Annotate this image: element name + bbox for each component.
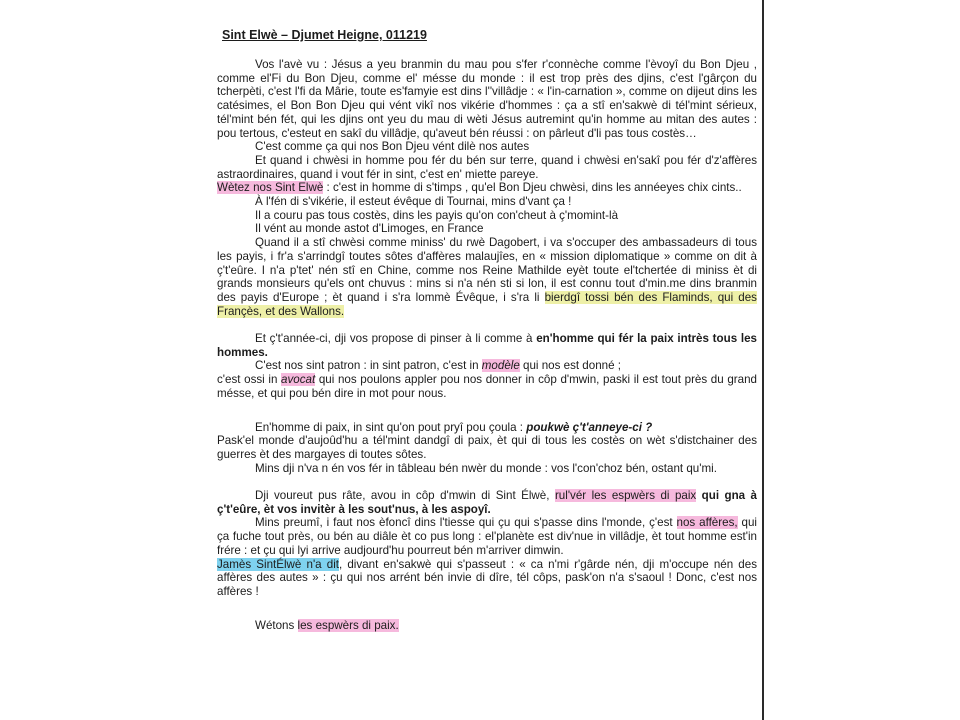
highlight-james: Jamès SintÉlwè n'a dit [217,557,339,571]
paragraph-intro: Vos l'avè vu : Jésus a yeu branmin du mau pou s'fer r'connèche comme l'èvoyî du Bon Djeu , comme el'Fi du Bon Djeu, comme el' mésse du monde : il est trop près des djins, c'est l'gârçon du tcherpèti, c'est l'fi da Mârie, toute es'famyie est dins l''villâdje : « l'in-carnation », comme on dijeut dins les catésimes, el Bon Bon Djeu qui vént vikî nos vikérie d'hommes : ça a stî en'sakwè di tél'mint sérieux, tél'mint bén fét, qui les djins ont yeu du mau di wèti Jésus autremint qu'in homme au mitan des autes : pou tertous, c'esteut en sakî du villâdje, qu'aveut bén réussi : on pârleut d'li pas tous costès… [217,58,757,140]
paragraph-fen: À l'fén di s'vikérie, il esteut évêque di Tournai, mins d'vant ça ! [255,195,572,209]
paragraph-wetons: Wétons les espwèrs di paix. [255,618,399,632]
document-body [217,58,757,632]
bold-homme-paix: en'homme qui fér la paix intrès tous les hommes. [217,332,757,359]
paragraph-james: Jamès SintÉlwè n'a dit, divant en'sakwè qui s'passeut : « ca n'mi r'gârde nén, dji m'occupe nén des affères des autes » : çu qui nos arrént bén invie di dîre, tél côps, pask'on n'a s'saoul ! Donc, c'est nos affères ! [217,557,757,598]
bold-pourquoi: poukwè ç't'anneye-ci ? [526,420,653,434]
document-page [196,0,762,720]
highlight-wetez: Wètez nos Sint Elwè [217,181,324,195]
paragraph-chwesi: Et quand i chwèsi in homme pou fér du bén sur terre, quand i chwèsi en'sakî pou fér d'z'affères astraordinaires, quand i vout fér in sint, c'est en' miette pareye. [217,153,757,181]
highlight-nos-afferes: nos affères, [676,516,738,530]
paragraph-tableau: Mins dji n'va n én vos fér in tâbleau bén nwèr du monde : vos l'con'choz bén, ostant qu'mi. [255,461,717,475]
paragraph-annee: Et ç't'année-ci, dji vos propose di pinser à li comme à en'homme qui fér la paix intrès tous les hommes. [217,332,757,359]
paragraph-limoges: Il vént au monde astot d'Limoges, en France [255,222,484,236]
highlight-modele: modèle [481,359,520,373]
paragraph-wetez: Wètez nos Sint Elwè : c'est in homme di s'timps , qu'el Bon Djeu chwèsi, dins les annéeyes chix cints.. [217,181,742,195]
paragraph-dagobert: Quand il a stî chwèsi comme miniss' du rwè Dagobert, i va s'occuper des ambassadeurs di tous les payis, i fr'a s'arrindgî toutes sôtes d'affères malaujîes, en « mission diplomatique » comme on dit à ç't'eûre. I n'a p'tet' nén stî en Chine, comme nos Reine Mathilde eyèt toute el'tchertée di miniss èt di grands monsieurs qu'els ont chuvus : mins si n'a nén sti si lon, il est connu tout d'min.me dins branmin des payis d'Europe ; èt quand i s'ra lommè Évêque, i s'ra li bierdgî tossi bén des Flaminds, qui des Françès, et des Wallons. [217,236,757,318]
highlight-espwers: les espwèrs di paix. [297,618,399,632]
document-title: Sint Elwè – Djumet Heigne, 011219 [222,28,427,42]
paragraph-patron: C'est nos sint patron : in sint patron, c'est in modèle qui nos est donné ; [255,359,621,373]
highlight-rulver: rul'vér les espwèrs di paix [554,489,697,503]
paragraph-espwers: Dji voureut pus râte, avou in côp d'mwin di Sint Élwè, rul'vér les espwèrs di paix qui gna à ç't'eûre, èt vos invitèr à les sout'nus, à les aspoyî. [217,489,758,516]
paragraph-homme-paix: En'homme di paix, in sint qu'on pout pryî pou çoula : poukwè ç't'anneye-ci ? [255,420,653,434]
paragraph-bon-djeu: C'est comme ça qui nos Bon Djeu vént dilè nos autes [255,140,530,154]
highlight-bierdgi: bierdgî tossi bén des Flaminds, qui des Françès, et des Wallons. [217,290,757,318]
paragraph-couru: Il a couru pas tous costès, dins les payis qu'on con'cheut à ç'momint-là [255,208,619,222]
paragraph-preumi: Mins preumî, i faut nos èfoncî dins l'tiesse qui çu qui s'passe dins l'monde, ç'est nos affères, qui ça fuche tout près, ou bén au diâle èt co pus long : el'planète est div'nue in villâdje, èt tout homme est'in frére : et çu qui lyi arrive audjourd'hu pourreut bén m'arriver dimwin. [217,516,757,557]
page-edge-divider [762,0,764,720]
highlight-avocat: avocat [281,373,316,387]
paragraph-avocat: c'est ossi in avocat qui nos poulons appler pou nos donner in côp d'mwin, paski il est tout près du grand mésse, et qui pou bén dire in mot pour nous. [217,373,757,400]
paragraph-monde: Pask'el monde d'aujoûd'hu a tél'mint dandgî di paix, èt qui di tous les costès on wèt s'distchainer des guerres èt des margayes di toutes sôtes. [217,434,757,461]
